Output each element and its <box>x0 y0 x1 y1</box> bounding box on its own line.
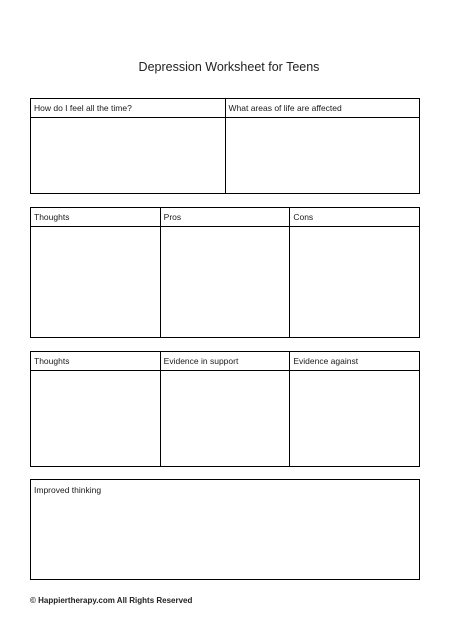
evidence-support-answer-cell[interactable] <box>161 371 291 466</box>
thoughts-pros-cons-body <box>31 227 419 337</box>
thoughts-evidence-header <box>31 352 419 371</box>
thoughts-answer-cell[interactable] <box>31 227 161 337</box>
feelings-table <box>30 98 420 194</box>
page-title: Depression Worksheet for Teens <box>138 60 320 74</box>
cons-answer-cell[interactable] <box>290 227 419 337</box>
areas-affected-answer-cell[interactable] <box>226 118 420 193</box>
feelings-answer-cell[interactable] <box>31 118 226 193</box>
copyright-footer: © Happiertherapy.com All Rights Reserved <box>30 596 193 605</box>
feelings-table-header <box>31 99 419 118</box>
feelings-table-body <box>31 118 419 193</box>
thoughts-evidence-table <box>30 351 420 467</box>
header-areas-affected: What areas of life are affected <box>228 103 342 113</box>
header-evidence-in-support: Evidence in support <box>161 352 291 370</box>
header-thoughts: Thoughts <box>31 352 161 370</box>
evidence-against-answer-cell[interactable] <box>290 371 419 466</box>
thoughts-evidence-body <box>31 371 419 466</box>
header-evidence-against: Evidence against <box>293 356 359 366</box>
header-thoughts: Thoughts <box>31 208 161 226</box>
improved-thinking-label: Improved thinking <box>34 485 102 495</box>
header-cons: Cons <box>293 212 314 222</box>
thoughts-evidence-answer-cell[interactable] <box>31 371 161 466</box>
thoughts-pros-cons-header <box>31 208 419 227</box>
pros-answer-cell[interactable] <box>161 227 291 337</box>
header-how-do-i-feel: How do I feel all the time? <box>31 99 226 117</box>
header-pros: Pros <box>161 208 291 226</box>
improved-thinking-box[interactable] <box>30 479 420 580</box>
thoughts-pros-cons-table <box>30 207 420 338</box>
